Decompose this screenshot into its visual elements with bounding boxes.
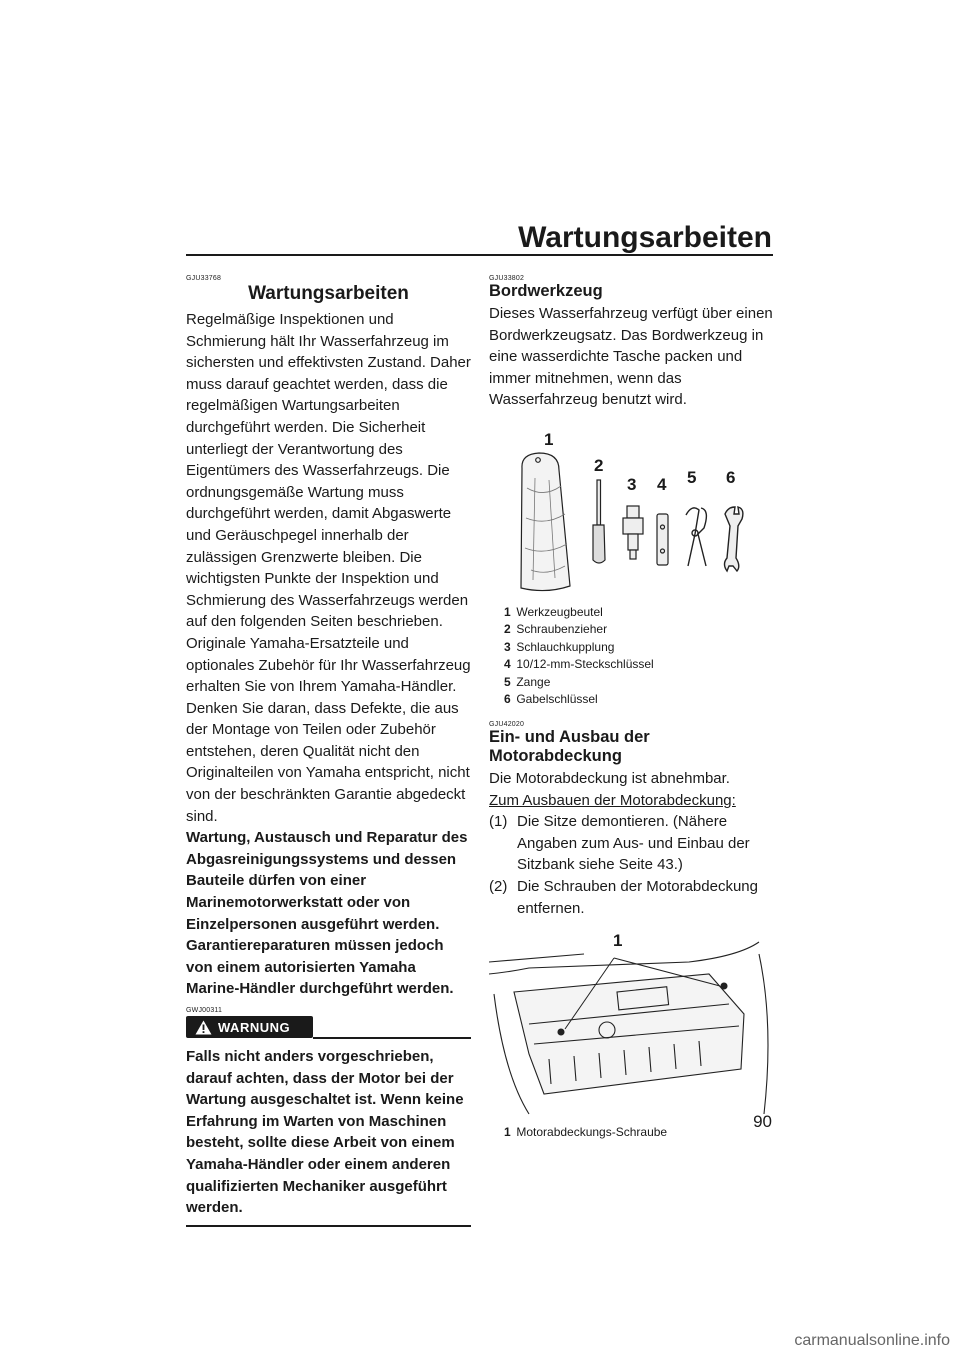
figure-label-5: 5	[687, 467, 697, 487]
paragraph-intro: Regelmäßige Inspektionen und Schmierung hält Ihr Wasserfahrzeug im sichersten und effektivsten Zustand. Daher muss darauf geachtet werden, dass die regelmäßigen Wartungsarbeiten durchgeführt werden. Die Sicherheit unterliegt der Verantwortung des Eigentümers des Wasserfahrzeugs. Die ordnungsgemäße Wartung muss durchgeführt werden, damit Abgaswerte und Geräuschpegel innerhalb der zulässigen Grenzwerte bleiben. Die wichtigsten Punkte der Inspektion und Schmierung des Wasserfahrzeugs werden auf den folgenden Seiten beschrieben. Originale Yamaha-Ersatzteile und optionales Zubehör für Ihr Wasserfahrzeug erhalten Sie von Ihrem Yamaha-Händler.	[186, 311, 471, 696]
legend-item: 5 Zange	[504, 674, 551, 689]
watermark: carmanualsonline.info	[794, 1332, 950, 1349]
paragraph-engine-cover: Die Motorabdeckung ist abnehmbar.	[489, 769, 730, 787]
figure-label-4: 4	[657, 474, 667, 494]
warning-end-rule	[186, 1225, 471, 1227]
legend-item: 1 Motorabdeckungs-Schraube	[504, 1125, 668, 1140]
page-header-title: Wartungsarbeiten	[518, 221, 772, 254]
legend-item: 3 Schlauchkupplung	[504, 639, 615, 654]
tools-legend	[504, 604, 774, 709]
warning-triangle-icon	[195, 1020, 212, 1035]
figure-label-3: 3	[627, 474, 637, 494]
engine-figure	[489, 931, 774, 1119]
section-heading-engine-cover: Ein- und Ausbau der Motorabdeckung	[489, 727, 650, 765]
legend-item: 1 Werkzeugbeutel	[504, 604, 603, 619]
hose-coupling-icon	[623, 506, 643, 559]
figure-label-1: 1	[544, 429, 554, 449]
warning-rule	[313, 1037, 471, 1039]
legend-item: 4 10/12-mm-Steckschlüssel	[504, 657, 654, 672]
figure-label-2: 2	[594, 455, 604, 475]
header-rule	[186, 254, 773, 256]
right-column	[489, 275, 774, 1142]
tools-illustration	[489, 438, 774, 598]
step-item: (2) Die Schrauben der Motorabdeckung entfernen.	[489, 877, 758, 917]
paragraph-emission-notice: Wartung, Austausch und Reparatur des Abgasreinigungssystems und dessen Bauteile dürfen von einer Marinemotorwerkstatt oder von Einzelpersonen ausgeführt werden. Garantiereparaturen müssen jedoch von einem autorisierten Yamaha Marine-Händler durchgeführt werden.	[186, 829, 468, 998]
page-number: 90	[753, 1112, 772, 1131]
warning-badge	[186, 1016, 313, 1038]
section-code: GJU33768	[186, 275, 222, 282]
section-heading-toolkit: Bordwerkzeug	[489, 282, 603, 300]
legend-item: 6 Gabelschlüssel	[504, 692, 598, 707]
tool-bag-icon	[521, 453, 570, 591]
step-item: (1) Die Sitze demontieren. (Nähere Angaben zum Aus- und Einbau der Sitzbank siehe Seite 43.)	[489, 813, 750, 874]
paragraph-warranty: Denken Sie daran, dass Defekte, die aus der Montage von Teilen oder Zubehör entstehen, deren Qualität nicht den Originalteilen von Yamaha entspricht, nicht von der beschränkten Garantie abgedeckt sind.	[186, 699, 470, 825]
section-code: GJU33802	[489, 275, 525, 282]
left-column	[186, 275, 471, 1227]
engine-cover-illustration	[489, 934, 774, 1119]
warning-header	[186, 1016, 471, 1044]
section-heading-maintenance: Wartungsarbeiten	[248, 283, 409, 304]
socket-wrench-icon	[657, 514, 668, 565]
pliers-icon	[686, 508, 706, 566]
paragraph-toolkit: Dieses Wasserfahrzeug verfügt über einen Bordwerkzeugsatz. Das Bordwerkzeug in eine wasserdichte Tasche packen und immer mitnehmen, wenn das Wasserfahrzeug benutzt wird.	[489, 305, 773, 409]
subheading-removal: Zum Ausbauen der Motorabdeckung:	[489, 791, 736, 809]
section-code: GJU42020	[489, 720, 525, 728]
warning-text: Falls nicht anders vorgeschrieben, darauf achten, dass der Motor bei der Wartung ausgeschaltet ist. Wenn keine Erfahrung im Warten von Maschinen besteht, sollte diese Arbeit von einem Yamaha-Händler oder einem anderen qualifizierten Mechaniker ausgeführt werden.	[186, 1048, 464, 1217]
figure-label-6: 6	[726, 467, 736, 487]
screwdriver-icon	[593, 480, 605, 563]
engine-legend	[504, 1124, 774, 1142]
warning-code: GWJ00311	[186, 1007, 223, 1014]
tools-figure	[489, 429, 774, 598]
legend-item: 2 Schraubenzieher	[504, 622, 608, 637]
warning-label: WARNUNG	[218, 1019, 291, 1035]
spanner-icon	[725, 507, 743, 571]
figure-label-1: 1	[613, 931, 623, 951]
